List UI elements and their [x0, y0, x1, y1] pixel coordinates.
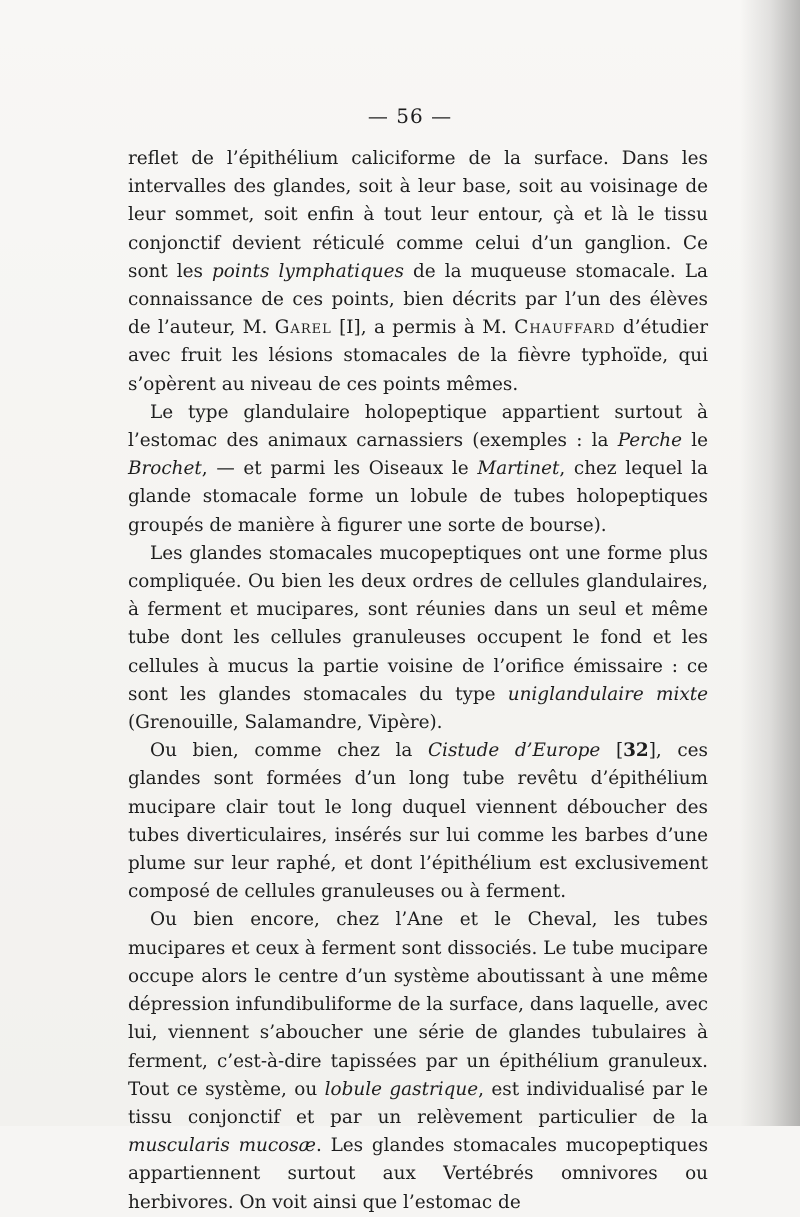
paragraph: [128, 540, 708, 737]
text-run: , chez lequel la glande stomacale forme un lobule de tubes holopeptiques groupés de manière à figurer une sorte de bourse).: [128, 458, 708, 536]
italic-text: uniglandulaire mixte: [507, 683, 708, 705]
author-name: Chauffard: [514, 317, 616, 339]
paragraph: [128, 737, 708, 906]
page-number: — 56 —: [367, 104, 453, 128]
text-run: Les glandes stomacales mucopeptiques ont une forme plus compliquée. Ou bien les deux ordres de cellules glandulaires, à ferment et mucipares, sont réunies dans un seul et même tube dont les cellules granuleuses occupent le fond et les cellules à mucus la partie voisine de l’orifice émissaire : ce sont les glandes stomacales du type: [128, 542, 708, 705]
italic-text: points lymphatiques: [212, 260, 404, 282]
text-run: ], ces glandes sont formées d’un long tube revêtu d’épithélium mucipare clair tout le long duquel viennent déboucher des tubes diverticulaires, insérés sur lui comme les barbes d’une plume sur leur raphé, et dont l’épithélium est exclusivement composé de cellules granuleuses ou à ferment.: [128, 740, 708, 903]
paragraph: [128, 906, 708, 1216]
text-run: . Les glandes stomacales mucopeptiques appartiennent surtout aux Vertébrés omnivores ou herbivores. On voit ainsi que l’estomac de: [128, 1135, 709, 1213]
italic-text: Martinet: [477, 458, 560, 480]
italic-text: Cistude d’Europe: [427, 740, 601, 762]
italic-text: Perche: [617, 430, 682, 452]
italic-text: lobule gastrique: [324, 1078, 479, 1100]
author-name: Garel: [274, 317, 332, 339]
text-run: d’étudier avec fruit les lésions stomacales de la fièvre typhoïde, qui s’opèrent au niveau de ces points mêmes.: [128, 317, 708, 395]
italic-text: Brochet: [128, 458, 202, 480]
text-run: Ou bien, comme chez la: [150, 740, 428, 762]
paragraph: [128, 399, 708, 540]
text-run: [I], a permis à M.: [331, 317, 515, 339]
text-run: Ou bien encore, chez l’Ane et le Cheval, les tubes mucipares et ceux à ferment sont dissociés. Le tube mucipare occupe alors le centre d’un système aboutissant à une même dépression infundibuliforme de la surface, dans laquelle, avec lui, viennent s’aboucher une série de glandes tubulaires à ferment, c’est-à-dire tapissées par un épithélium granuleux. Tout ce système, ou: [128, 909, 708, 1100]
text-run: de la muqueuse stomacale. La connaissance de ces points, bien décrits par l’un des élèves de l’auteur, M.: [128, 260, 708, 339]
paragraph: [128, 145, 708, 399]
italic-text: muscularis mucosæ: [128, 1135, 316, 1157]
body-text: [128, 145, 708, 1217]
text-run: Le type glandulaire holopeptique appartient surtout à l’estomac des animaux carnassiers (exemples : la: [128, 401, 708, 452]
text-run: [: [600, 740, 624, 762]
reference-number: 32: [623, 740, 649, 762]
text-run: reflet de l’épithélium caliciforme de la surface. Dans les intervalles des glandes, soit à leur base, soit au voisinage de leur sommet, soit enfin à tout leur entour, çà et là le tissu conjonctif devient réticulé comme celui d’un ganglion. Ce sont les: [128, 148, 708, 282]
text-run: , est individualisé par le tissu conjonctif et par un relèvement particulier de la: [128, 1078, 708, 1128]
text-run: le: [682, 430, 708, 452]
text-run: , — et parmi les Oiseaux le: [201, 458, 478, 480]
text-run: (Grenouille, Salamandre, Vipère).: [128, 712, 443, 734]
